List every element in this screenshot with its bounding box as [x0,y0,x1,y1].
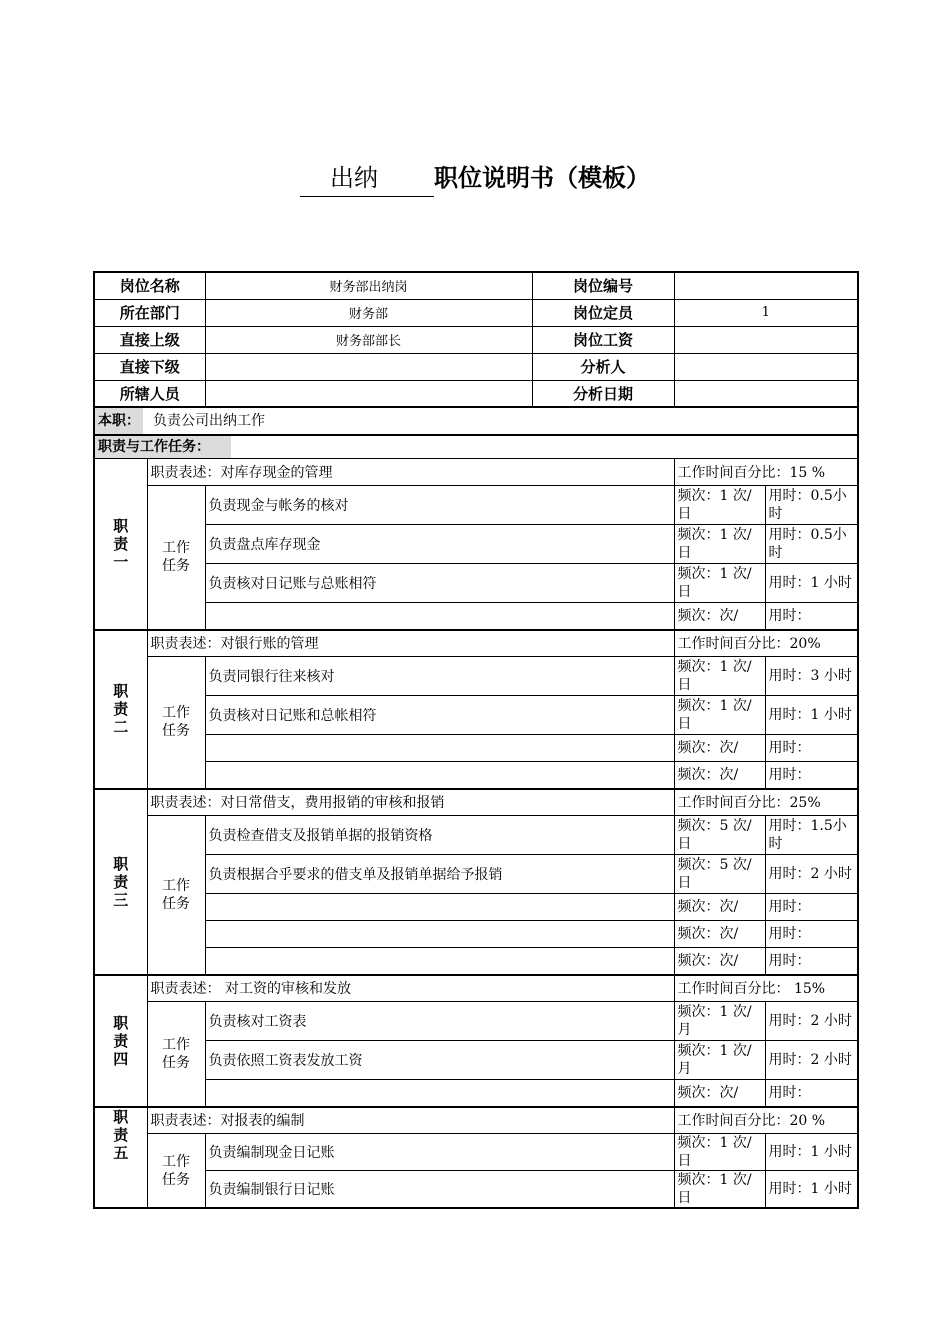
task-text: 负责同银行往来核对 [205,657,674,696]
role-cell [94,407,858,435]
task-time: 用时： [765,762,858,789]
task-time: 用时： [765,603,858,630]
headcount-label: 岗位定员 [532,299,674,326]
duties-header-cell [94,435,858,459]
task-frequency: 频次：1 次/日 [674,657,765,696]
task-text: 负责编制银行日记账 [205,1171,674,1209]
task-time: 用时：0.5小时 [765,525,858,564]
task-row [94,1041,858,1080]
task-frequency: 频次：1 次/月 [674,1002,765,1041]
task-row [94,735,858,762]
task-text: 负责检查借支及报销单据的报销资格 [205,816,674,855]
task-frequency: 频次：1 次/日 [674,1171,765,1209]
task-label: 工作任务 [147,1002,205,1107]
task-text: 负责核对日记账和总帐相符 [205,696,674,735]
task-text: 负责根据合乎要求的借支单及报销单据给予报销 [205,855,674,894]
task-frequency: 频次：次/ [674,735,765,762]
task-row [94,657,858,696]
task-label: 工作任务 [147,657,205,789]
task-row [94,921,858,948]
duty-time-percent: 工作时间百分比：20 % [674,1107,858,1134]
duty-desc-row [94,630,858,657]
task-time: 用时：2 小时 [765,1041,858,1080]
task-row [94,948,858,975]
task-text [205,735,674,762]
staff-value [205,380,532,407]
superior-value: 财务部部长 [205,326,532,353]
task-frequency: 频次：1 次/月 [674,1041,765,1080]
task-row [94,816,858,855]
headcount-value: 1 [674,299,858,326]
task-frequency: 频次：1 次/日 [674,525,765,564]
task-row [94,762,858,789]
subordinate-label: 直接下级 [94,353,205,380]
duty-name: 职责二 [94,630,147,789]
duty-desc-row [94,459,858,486]
duty-description: 职责表述：对报表的编制 [147,1107,674,1134]
task-text [205,921,674,948]
analyst-value [674,353,858,380]
task-frequency: 频次：1 次/日 [674,696,765,735]
department-value: 财务部 [205,299,532,326]
task-row [94,1080,858,1107]
task-text: 负责核对工资表 [205,1002,674,1041]
task-text: 负责现金与帐务的核对 [205,486,674,525]
task-frequency: 频次：次/ [674,1080,765,1107]
task-frequency: 频次：次/ [674,948,765,975]
duty-time-percent: 工作时间百分比： 15% [674,975,858,1002]
salary-label: 岗位工资 [532,326,674,353]
task-frequency: 频次：1 次/日 [674,564,765,603]
task-time: 用时：3 小时 [765,657,858,696]
staff-label: 所辖人员 [94,380,205,407]
duty-desc-row [94,789,858,816]
task-time: 用时：1 小时 [765,696,858,735]
info-row [94,326,858,353]
duties-header-row [94,435,858,459]
duty-description: 职责表述：对库存现金的管理 [147,459,674,486]
task-label: 工作任务 [147,816,205,975]
task-row [94,894,858,921]
task-label: 工作任务 [147,1134,205,1209]
task-frequency: 频次：5 次/日 [674,816,765,855]
task-frequency: 频次：次/ [674,762,765,789]
duty-name: 职责五 [94,1107,147,1209]
analysis-date-value [674,380,858,407]
duty-time-percent: 工作时间百分比：25% [674,789,858,816]
task-text [205,762,674,789]
task-time: 用时： [765,948,858,975]
task-row [94,696,858,735]
task-text: 负责核对日记账与总账相符 [205,564,674,603]
task-text: 负责依照工资表发放工资 [205,1041,674,1080]
duty-name: 职责一 [94,459,147,630]
duty-name: 职责三 [94,789,147,975]
position-code-value [674,272,858,299]
task-row [94,1134,858,1171]
info-row [94,380,858,407]
title-suffix: 职位说明书（模板） [434,164,650,192]
info-row [94,353,858,380]
duty-description: 职责表述：对银行账的管理 [147,630,674,657]
task-frequency: 频次：5 次/日 [674,855,765,894]
duty-time-percent: 工作时间百分比：15 % [674,459,858,486]
position-name-value: 财务部出纳岗 [205,272,532,299]
task-time: 用时： [765,1080,858,1107]
task-frequency: 频次：次/ [674,894,765,921]
duty-name: 职责四 [94,975,147,1107]
task-frequency: 频次：次/ [674,921,765,948]
duty-description: 职责表述： 对工资的审核和发放 [147,975,674,1002]
task-row [94,1002,858,1041]
task-frequency: 频次：次/ [674,603,765,630]
role-text: 负责公司出纳工作 [153,413,265,429]
info-row [94,299,858,326]
salary-value [674,326,858,353]
task-text [205,894,674,921]
task-label: 工作任务 [147,486,205,630]
task-time: 用时：1 小时 [765,564,858,603]
task-frequency: 频次：1 次/日 [674,486,765,525]
task-text: 负责编制现金日记账 [205,1134,674,1171]
subordinate-value [205,353,532,380]
department-label: 所在部门 [94,299,205,326]
duties-header: 职责与工作任务： [95,436,231,458]
task-row [94,525,858,564]
task-time: 用时： [765,735,858,762]
position-code-label: 岗位编号 [532,272,674,299]
task-time: 用时： [765,894,858,921]
task-time: 用时：2 小时 [765,855,858,894]
task-row [94,603,858,630]
task-row [94,564,858,603]
title-position-name: 出纳 [300,160,434,197]
task-row [94,1171,858,1209]
task-time: 用时：2 小时 [765,1002,858,1041]
position-name-label: 岗位名称 [94,272,205,299]
task-time: 用时：0.5小时 [765,486,858,525]
duty-desc-row [94,1107,858,1134]
job-description-table [93,271,859,1209]
duty-description: 职责表述：对日常借支，费用报销的审核和报销 [147,789,674,816]
role-row [94,407,858,435]
document-title [0,160,950,197]
task-text [205,1080,674,1107]
duty-time-percent: 工作时间百分比：20% [674,630,858,657]
task-time: 用时：1 小时 [765,1171,858,1209]
info-row [94,272,858,299]
analyst-label: 分析人 [532,353,674,380]
task-time: 用时： [765,921,858,948]
task-text [205,948,674,975]
task-row [94,855,858,894]
task-row [94,486,858,525]
duty-desc-row [94,975,858,1002]
task-text [205,603,674,630]
task-text: 负责盘点库存现金 [205,525,674,564]
task-time: 用时：1.5小时 [765,816,858,855]
task-time: 用时：1 小时 [765,1134,858,1171]
superior-label: 直接上级 [94,326,205,353]
analysis-date-label: 分析日期 [532,380,674,407]
task-frequency: 频次：1 次/日 [674,1134,765,1171]
role-label: 本职： [95,408,143,434]
